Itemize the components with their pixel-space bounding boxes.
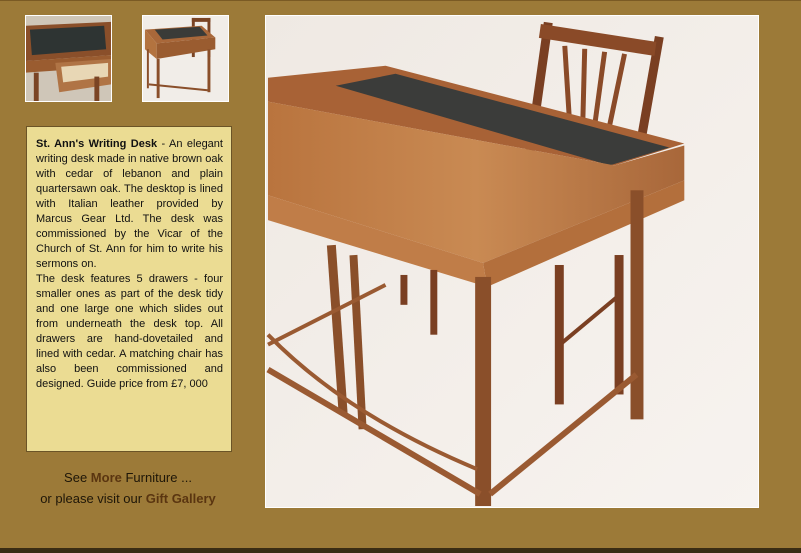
thumbnail-desk-open-drawer[interactable]	[25, 15, 112, 102]
visit-prefix: or please visit our	[40, 491, 146, 506]
see-prefix: See	[64, 470, 91, 485]
description-paragraph-2: The desk features 5 drawers - four smaller ones as part of the desk tidy and one large one which slides out from underneath the desk top. All drawers are hand-dovetailed and lined with cedar. A matching chair has also been commissioned and designed. Guide price from £7, 000	[36, 273, 223, 390]
desk-title: St. Ann's Writing Desk	[36, 138, 158, 150]
bottom-border	[0, 548, 801, 553]
top-border	[0, 0, 801, 1]
gift-gallery-line	[0, 491, 256, 506]
description-text-1: - An elegant writing desk made in native brown oak with cedar of lebanon and plain quartersawn oak. The desktop is lined with Italian leather provided by Marcus Gear Ltd. The desk was commissioned by the Vicar of the Church of St. Ann for him to write his sermons on.	[36, 138, 223, 270]
description-box	[26, 126, 232, 452]
more-link[interactable]: More	[90, 470, 122, 485]
desk-with-chair-photo-icon	[143, 16, 228, 101]
see-more-line	[0, 470, 256, 485]
main-desk-photo	[265, 15, 759, 508]
gift-gallery-link[interactable]: Gift Gallery	[145, 491, 216, 506]
furniture-link[interactable]: Furniture ...	[121, 470, 192, 485]
description-paragraph-1	[36, 137, 223, 272]
thumbnail-desk-with-chair[interactable]	[142, 15, 229, 102]
desk-open-drawer-photo-icon	[26, 16, 111, 101]
writing-desk-with-chair-photo-icon	[266, 16, 758, 507]
